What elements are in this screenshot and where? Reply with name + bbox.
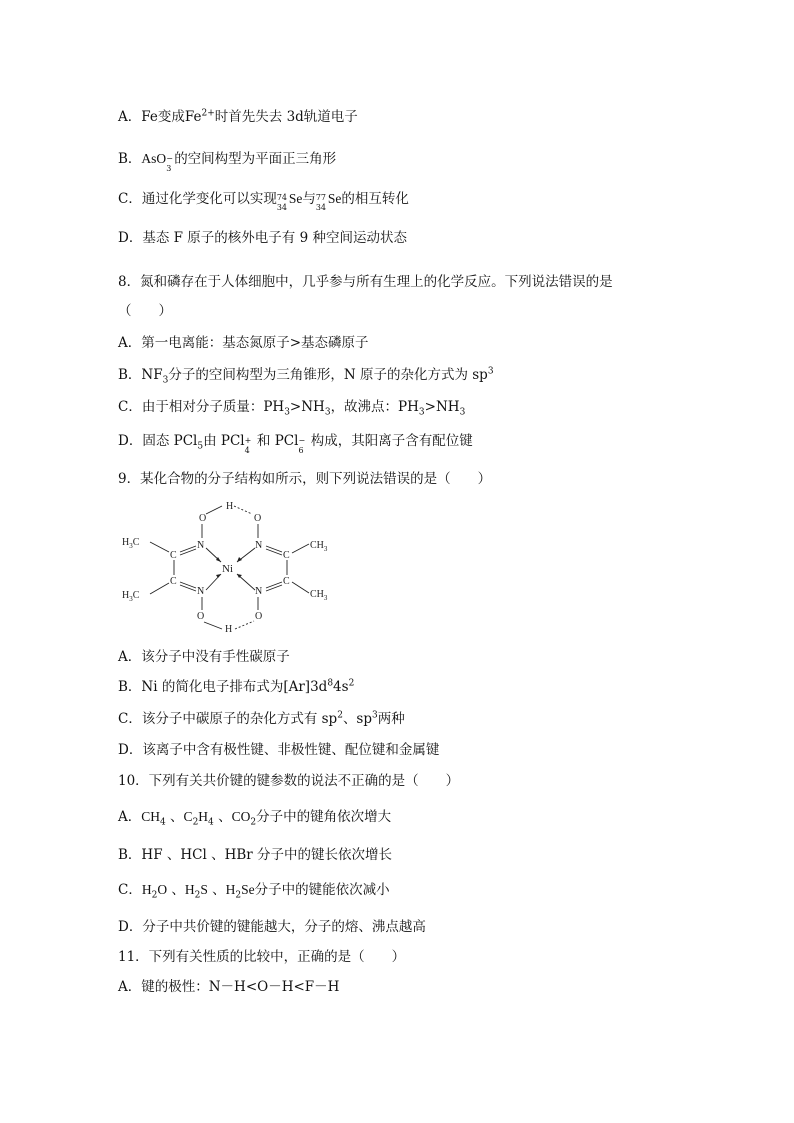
group-h3c-bottom: $H_3C$ — [122, 590, 140, 603]
atom-c-bottom-left: C — [170, 576, 177, 587]
atom-n-bottom-left: N — [197, 586, 205, 597]
q9-option-c: C．该分子中碳原子的杂化方式有 $sp^2$、$sp^3$两种 — [118, 710, 405, 727]
q9-option-a: A．该分子中没有手性碳原子 — [118, 649, 290, 665]
atom-c-top-left: C — [170, 550, 177, 561]
atom-o-top-right: O — [254, 513, 262, 524]
q9-stem: 9．某化合物的分子结构如所示，则下列说法错误的是（ ） — [118, 471, 492, 487]
q7-option-c: C．通过化学变化可以实现 74 34 Se与 77 34 Se的相互转化 — [118, 191, 409, 212]
q11-option-a: A．键的极性：N－H<O－H<F－H — [118, 979, 340, 995]
q7-option-d: D．基态 F 原子的核外电子有 9 种空间运动状态 — [118, 230, 407, 246]
atom-c-bottom-right: C — [283, 576, 290, 587]
q9-option-b: B．Ni 的简化电子排布式为$[Ar]3d^84s^2$ — [118, 678, 355, 695]
q7-option-b: B．AsO − 3 的空间构型为平面正三角形 — [118, 151, 337, 173]
atom-ni: Ni — [222, 563, 233, 575]
q11-stem: 11．下列有关性质的比较中，正确的是（ ） — [118, 949, 406, 965]
q8-option-c: C．由于相对分子质量：$PH_3>NH_3$，故沸点：$PH_3>NH_3$ — [118, 399, 466, 418]
q10-option-b: B．HF 、HCl 、HBr 分子中的键长依次增长 — [118, 847, 393, 863]
molecule-structure-diagram — [118, 496, 348, 636]
q10-option-d: D．分子中共价键的键能越大，分子的熔、沸点越高 — [118, 919, 426, 935]
q8-paren: （ ） — [118, 303, 172, 319]
q8-option-a: A．第一电离能：基态氮原子>基态磷原子 — [118, 335, 369, 351]
q9-option-d: D．该离子中含有极性键、非极性键、配位键和金属键 — [118, 742, 440, 758]
atom-h-top: H — [226, 501, 234, 512]
q8-option-d: D．固态 PCl$_5$由 PCl + 4 和 PCl − 6 构成，其阳离子含有配位键 — [118, 433, 473, 455]
atom-o-bottom-right: O — [255, 611, 263, 622]
q10-option-c: C．$H_2O$ 、$H_2S$ 、$H_2Se$分子中的键能依次减小 — [118, 882, 390, 901]
group-h3c-top: $H_3C$ — [122, 537, 140, 550]
atom-n-top-right: N — [255, 540, 263, 551]
q8-stem: 8．氮和磷存在于人体细胞中，几乎参与所有生理上的化学反应。下列说法错误的是 — [118, 274, 613, 290]
atom-c-top-right: C — [283, 550, 290, 561]
atom-o-bottom-left: O — [197, 611, 205, 622]
q7-option-a: A．Fe变成$Fe^{2+}$时首先失去 3d轨道电子 — [118, 108, 358, 125]
group-ch3-bottom: $CH_3$ — [310, 589, 328, 602]
group-ch3-top: $CH_3$ — [310, 540, 328, 553]
atom-n-bottom-right: N — [255, 586, 263, 597]
atom-o-top-left: O — [199, 513, 207, 524]
atom-h-bottom: H — [225, 624, 233, 635]
q8-option-b: B．$NF_3$分子的空间构型为三角锥形，N 原子的杂化方式为 $sp^3$ — [118, 366, 494, 386]
atom-n-top-left: N — [197, 540, 205, 551]
q10-option-a: A．$CH_4$ 、$C_2H_4$ 、$CO_2$分子中的键角依次增大 — [118, 809, 392, 828]
q10-stem: 10．下列有关共价键的键参数的说法不正确的是（ ） — [118, 773, 460, 789]
